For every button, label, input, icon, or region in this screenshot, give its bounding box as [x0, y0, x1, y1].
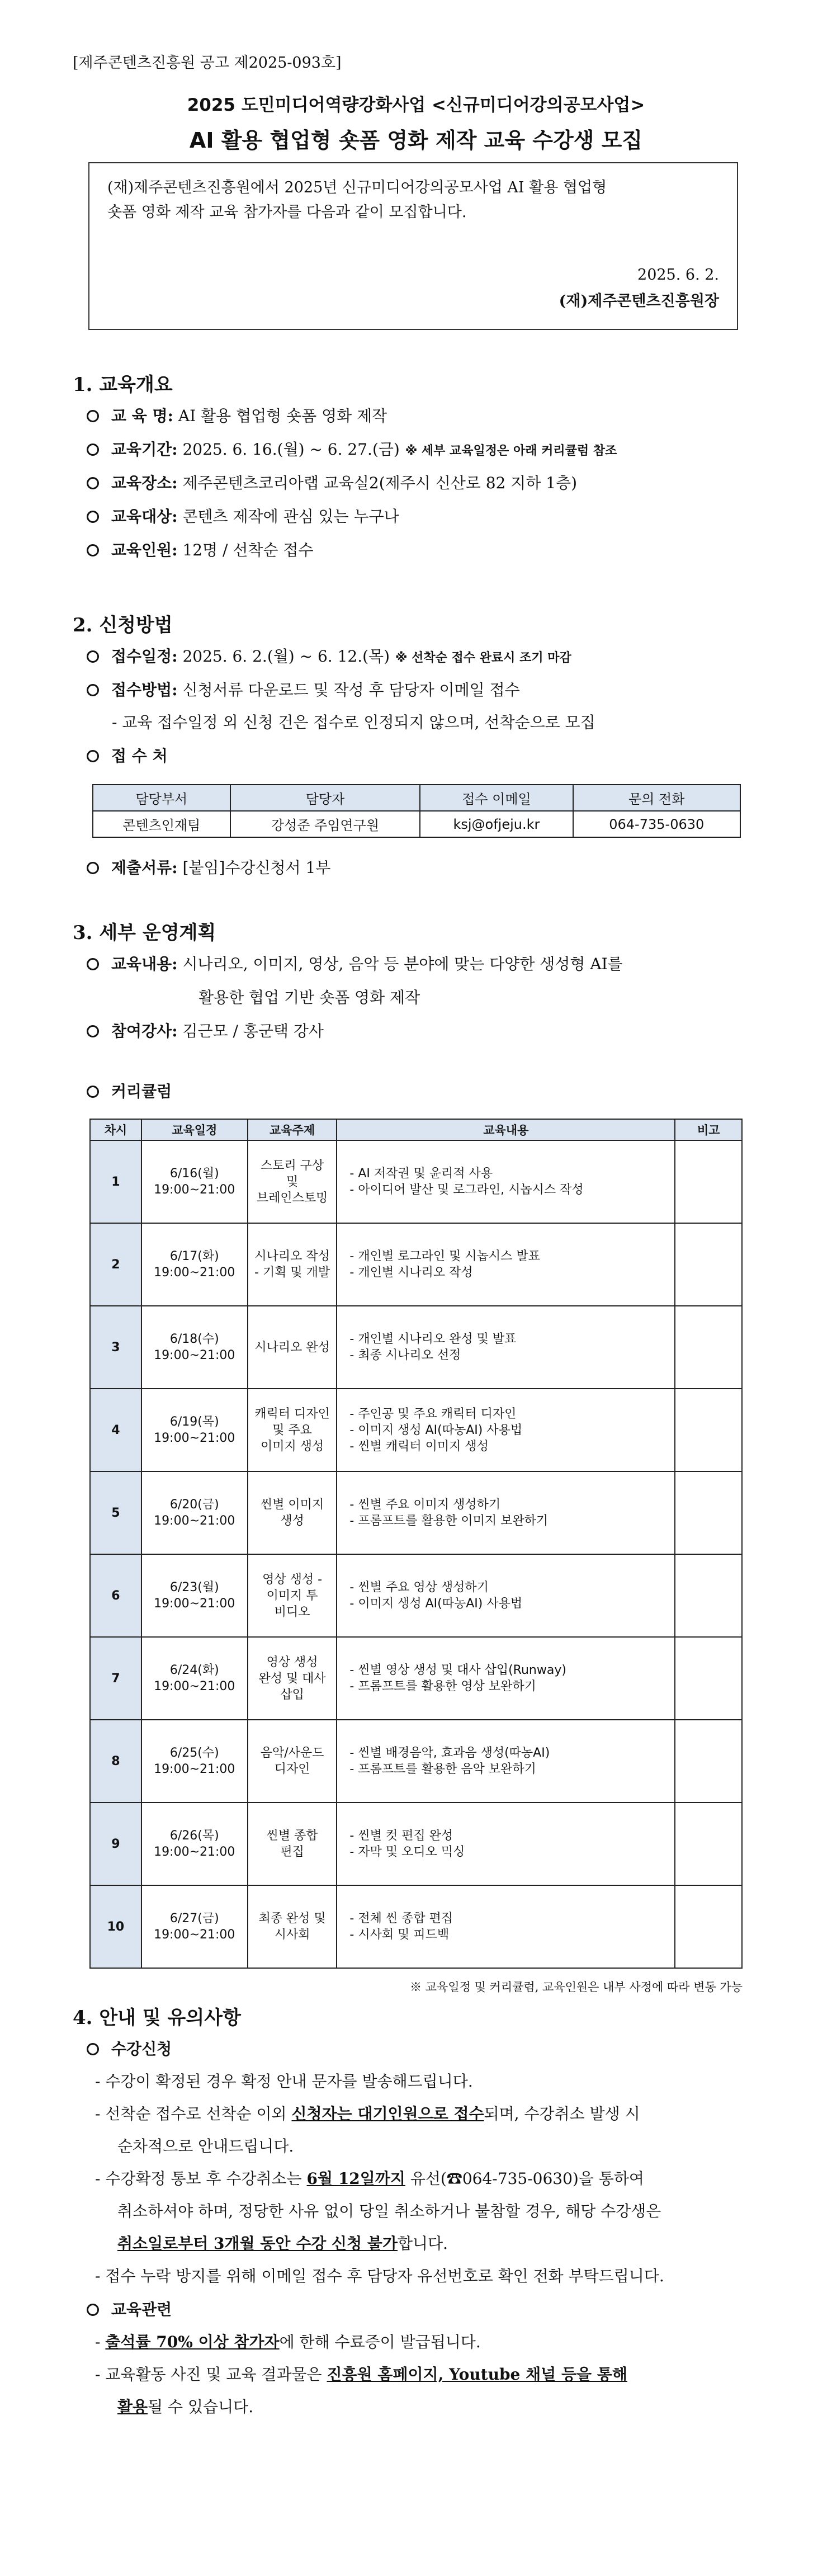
session-time: 19:00~21:00 — [154, 1928, 235, 1942]
circle-bullet-icon — [87, 1025, 99, 1037]
session-topic-line: - 기획 및 개발 — [254, 1266, 330, 1280]
contact-header-dept: 담당부서 — [93, 785, 230, 811]
session-topic-line: 씬별 종합 — [266, 1829, 318, 1843]
session-date: 6/17(화) — [169, 1249, 219, 1263]
session-schedule — [141, 1637, 248, 1720]
session-content — [337, 1223, 675, 1306]
notice-number: [제주콘텐츠진흥원 공고 제2025-093호] — [73, 54, 342, 72]
session-content-line: - 개인별 시나리오 완성 및 발표 — [349, 1332, 517, 1346]
session-topic-line: 비디오 — [274, 1605, 310, 1619]
session-number: 1 — [90, 1140, 141, 1223]
session-topic-line: 이미지 투 — [266, 1588, 318, 1603]
session-time: 19:00~21:00 — [154, 1514, 235, 1528]
curriculum-row — [90, 1471, 742, 1554]
contact-email[interactable]: ksj@ofjeju.kr — [420, 811, 573, 837]
session-content-line: - 씬별 주요 이미지 생성하기 — [349, 1498, 501, 1512]
circle-bullet-icon — [87, 511, 99, 523]
session-time: 19:00~21:00 — [154, 1679, 235, 1693]
apply-method-note: - 교육 접수일정 외 신청 건은 접수로 인정되지 않으며, 선착순으로 모집 — [112, 713, 595, 732]
session-number: 9 — [90, 1803, 141, 1885]
session-number: 6 — [90, 1554, 141, 1637]
apply-period: 접수일정: 2025. 6. 2.(월) ~ 6. 12.(목) ※ 선착순 접수 완료시 조기 마감 — [87, 644, 571, 667]
circle-bullet-icon — [87, 2043, 99, 2055]
session-note — [675, 1885, 742, 1968]
session-content — [337, 1554, 675, 1637]
contact-header-email: 접수 이메일 — [420, 785, 573, 811]
session-content-line: - 아이디어 발산 및 로그라인, 시놉시스 작성 — [349, 1183, 584, 1197]
circle-bullet-icon — [87, 750, 99, 762]
session-content-line: - 주인공 및 주요 캐릭터 디자인 — [349, 1407, 517, 1421]
curr-header-session: 차시 — [90, 1119, 141, 1140]
session-content-line: - 프롬프트를 활용한 이미지 보완하기 — [349, 1514, 549, 1528]
session-topic — [248, 1471, 337, 1554]
session-content — [337, 1140, 675, 1223]
session-schedule — [141, 1554, 248, 1637]
curriculum-row — [90, 1140, 742, 1223]
edu-content: 교육내용: 시나리오, 이미지, 영상, 음악 등 분야에 맞는 다양한 생성형 AI를 — [87, 952, 623, 974]
notice-title-line1: 2025 도민미디어역량강화사업 <신규미디어강의공모사업> — [187, 95, 645, 115]
session-date: 6/18(수) — [169, 1332, 219, 1346]
session-content — [337, 1637, 675, 1720]
contact-person: 강성준 주임연구원 — [230, 811, 420, 837]
session-topic-line: 시나리오 작성 — [254, 1249, 330, 1263]
session-number: 7 — [90, 1637, 141, 1720]
session-note — [675, 1554, 742, 1637]
session-time: 19:00~21:00 — [154, 1266, 235, 1280]
session-time: 19:00~21:00 — [154, 1348, 235, 1362]
session-content-line: - 프롬프트를 활용한 음악 보완하기 — [349, 1762, 536, 1776]
notice-title-line2: AI 활용 협업형 숏폼 영화 제작 교육 수강생 모집 — [189, 128, 643, 153]
session-number: 8 — [90, 1720, 141, 1803]
circle-bullet-icon — [87, 684, 99, 696]
section2-title: 2. 신청방법 — [73, 614, 173, 636]
session-time: 19:00~21:00 — [154, 1845, 235, 1859]
circle-bullet-icon — [87, 862, 99, 874]
circle-bullet-icon — [87, 410, 99, 422]
overview-item-capacity: 교육인원: 12명 / 선착순 접수 — [87, 538, 314, 560]
curriculum-footnote: ※ 교육일정 및 커리큘럼, 교육인원은 내부 사정에 따라 변동 가능 — [410, 1980, 743, 1994]
curr-header-content: 교육내용 — [337, 1119, 675, 1140]
session-number: 4 — [90, 1389, 141, 1471]
session-time: 19:00~21:00 — [154, 1597, 235, 1611]
session-topic-line: 영상 생성 — [266, 1655, 318, 1669]
session-content-line: - 개인별 로그라인 및 시놉시스 발표 — [349, 1249, 540, 1263]
session-date: 6/19(목) — [169, 1415, 219, 1429]
session-topic — [248, 1885, 337, 1968]
intro-line1: (재)제주콘텐츠진흥원에서 2025년 신규미디어강의공모사업 AI 활용 협업형 — [107, 179, 607, 196]
session-number: 5 — [90, 1471, 141, 1554]
session-date: 6/27(금) — [169, 1912, 219, 1926]
session-content-line: - 이미지 생성 AI(따농AI) 사용법 — [349, 1423, 523, 1437]
curriculum-row — [90, 1306, 742, 1389]
session-date: 6/20(금) — [169, 1498, 219, 1512]
session-time: 19:00~21:00 — [154, 1183, 235, 1197]
required-docs: 제출서류: [붙임]수강신청서 1부 — [87, 856, 330, 878]
curr-header-topic: 교육주제 — [248, 1119, 337, 1140]
session-date: 6/26(목) — [169, 1829, 219, 1843]
session-date: 6/25(수) — [169, 1746, 219, 1760]
session-topic-line: 및 주요 — [272, 1423, 312, 1437]
session-content-line: - 전체 씬 종합 편집 — [349, 1912, 453, 1926]
session-note — [675, 1140, 742, 1223]
session-topic-line: 영상 생성 - — [262, 1572, 323, 1587]
session-schedule — [141, 1389, 248, 1471]
overview-item-place: 교육장소: 제주콘텐츠코리아랩 교육실2(제주시 신산로 82 지하 1층) — [87, 471, 577, 493]
edu-content-line2: 활용한 협업 기반 숏폼 영화 제작 — [198, 988, 420, 1007]
session-content-line: - 씬별 배경음악, 효과음 생성(따농AI) — [349, 1746, 550, 1760]
notice-cancel-penalty: 취소일로부터 3개월 동안 수강 신청 불가합니다. — [117, 2234, 448, 2253]
session-date: 6/23(월) — [169, 1580, 219, 1594]
session-note — [675, 1637, 742, 1720]
session-date: 6/16(월) — [169, 1167, 219, 1181]
session-topic — [248, 1389, 337, 1471]
notice-confirm-call: - 접수 누락 방지를 위해 이메일 접수 후 담당자 유선번호로 확인 전화 부탁드립니다. — [95, 2267, 664, 2285]
session-content-line: - 씬별 주요 영상 생성하기 — [349, 1580, 489, 1594]
session-note — [675, 1471, 742, 1554]
session-topic-line: 디자인 — [274, 1762, 310, 1776]
session-time: 19:00~21:00 — [154, 1431, 235, 1445]
session-content-line: - 씬별 영상 생성 및 대사 삽입(Runway) — [349, 1663, 566, 1677]
notice-usage: - 교육활동 사진 및 교육 결과물은 진흥원 홈페이지, Youtube 채널 등을 통해 — [95, 2365, 627, 2384]
session-number: 3 — [90, 1306, 141, 1389]
session-schedule — [141, 1885, 248, 1968]
session-content-line: - 최종 시나리오 선정 — [349, 1348, 461, 1362]
contact-table — [92, 784, 741, 838]
curriculum-row — [90, 1803, 742, 1885]
session-note — [675, 1223, 742, 1306]
notice-certificate: - 출석률 70% 이상 참가자에 한해 수료증이 발급됩니다. — [95, 2333, 481, 2351]
session-topic — [248, 1803, 337, 1885]
session-topic-line: 및 — [286, 1174, 299, 1189]
curriculum-row — [90, 1720, 742, 1803]
session-schedule — [141, 1803, 248, 1885]
session-content — [337, 1885, 675, 1968]
contact-label: 접 수 처 — [87, 744, 168, 766]
session-content-line: - 개인별 시나리오 작성 — [349, 1266, 473, 1280]
session-date: 6/24(화) — [169, 1663, 219, 1677]
session-schedule — [141, 1140, 248, 1223]
session-topic — [248, 1637, 337, 1720]
session-topic-line: 시나리오 완성 — [254, 1340, 330, 1355]
session-topic-line: 시사회 — [274, 1928, 310, 1942]
session-content — [337, 1471, 675, 1554]
notice-waitlist: - 선착순 접수로 선착순 이외 신청자는 대기인원으로 접수되며, 수강취소 발생 시 — [95, 2105, 640, 2123]
contact-phone[interactable]: 064-735-0630 — [573, 811, 740, 837]
session-content-line: - 자막 및 오디오 믹싱 — [349, 1845, 465, 1859]
session-note — [675, 1389, 742, 1471]
session-topic — [248, 1223, 337, 1306]
session-topic-line: 최종 완성 및 — [258, 1912, 326, 1926]
session-schedule — [141, 1471, 248, 1554]
session-topic-line: 생성 — [280, 1514, 304, 1528]
overview-item-target: 교육대상: 콘텐츠 제작에 관심 있는 누구나 — [87, 504, 399, 527]
intro-line2: 숏폼 영화 제작 교육 참가자를 다음과 같이 모집합니다. — [107, 204, 467, 221]
session-number: 2 — [90, 1223, 141, 1306]
session-note — [675, 1306, 742, 1389]
session-content-line: - AI 저작권 및 윤리적 사용 — [349, 1167, 493, 1181]
circle-bullet-icon — [87, 1086, 99, 1098]
session-topic-line: 음악/사운드 — [260, 1746, 324, 1760]
curriculum-row — [90, 1885, 742, 1968]
session-content-line: - 씬별 컷 편집 완성 — [349, 1829, 453, 1843]
session-topic-line: 캐릭터 디자인 — [254, 1407, 330, 1421]
instructors: 참여강사: 김근모 / 홍군택 강사 — [87, 1019, 324, 1041]
circle-bullet-icon — [87, 444, 99, 456]
session-topic-line: 편집 — [280, 1845, 304, 1859]
session-topic — [248, 1306, 337, 1389]
notice-cancel: - 수강확정 통보 후 수강취소는 6월 12일까지 유선(☎064-735-0630)을 통하여 — [95, 2169, 644, 2188]
session-content — [337, 1720, 675, 1803]
session-note — [675, 1803, 742, 1885]
session-topic-line: 삽입 — [280, 1687, 304, 1702]
curr-header-note: 비고 — [675, 1119, 742, 1140]
session-content — [337, 1803, 675, 1885]
session-schedule — [141, 1720, 248, 1803]
session-topic-line: 씬별 이미지 — [260, 1498, 324, 1512]
session-content-line: - 이미지 생성 AI(따농AI) 사용법 — [349, 1597, 523, 1611]
curriculum-label: 커리큘럼 — [87, 1079, 172, 1102]
session-content-line: - 씬별 캐릭터 이미지 생성 — [349, 1439, 489, 1454]
section3-title: 3. 세부 운영계획 — [73, 922, 216, 944]
session-schedule — [141, 1223, 248, 1306]
notice-confirm-sms: - 수강이 확정된 경우 확정 안내 문자를 발송해드립니다. — [95, 2072, 473, 2091]
session-topic — [248, 1140, 337, 1223]
overview-item-name: 교 육 명: AI 활용 협업형 숏폼 영화 제작 — [87, 404, 387, 426]
session-topic-line: 완성 및 대사 — [258, 1671, 326, 1686]
curriculum-table — [89, 1119, 743, 1969]
overview-item-period: 교육기간: 2025. 6. 16.(월) ~ 6. 27.(금) ※ 세부 교육일정은 아래 커리큘럼 참조 — [87, 437, 617, 460]
contact-header-phone: 문의 전화 — [573, 785, 740, 811]
session-topic-line: 스토리 구상 — [260, 1158, 324, 1173]
circle-bullet-icon — [87, 958, 99, 970]
section4-title: 4. 안내 및 유의사항 — [73, 2007, 241, 2029]
curriculum-row — [90, 1554, 742, 1637]
circle-bullet-icon — [87, 650, 99, 663]
contact-header-person: 담당자 — [230, 785, 420, 811]
curriculum-row — [90, 1389, 742, 1471]
session-content — [337, 1306, 675, 1389]
notice-cancel-cont: 취소하셔야 하며, 정당한 사유 없이 당일 취소하거나 불참할 경우, 해당 수강생은 — [117, 2202, 661, 2220]
session-topic — [248, 1720, 337, 1803]
session-topic-line: 브레인스토밍 — [256, 1191, 328, 1205]
notice-usage-cont: 활용될 수 있습니다. — [117, 2398, 254, 2416]
session-content-line: - 프롬프트를 활용한 영상 보완하기 — [349, 1679, 536, 1693]
curr-header-schedule: 교육일정 — [141, 1119, 248, 1140]
education-heading: 교육관련 — [87, 2297, 172, 2320]
session-schedule — [141, 1306, 248, 1389]
session-time: 19:00~21:00 — [154, 1762, 235, 1776]
intro-box — [88, 162, 738, 330]
intro-date: 2025. 6. 2. — [637, 266, 719, 284]
circle-bullet-icon — [87, 477, 99, 489]
registration-heading: 수강신청 — [87, 2037, 172, 2059]
circle-bullet-icon — [87, 2304, 99, 2316]
session-note — [675, 1720, 742, 1803]
apply-method: 접수방법: 신청서류 다운로드 및 작성 후 담당자 이메일 접수 — [87, 678, 520, 700]
session-content-line: - 시사회 및 피드백 — [349, 1928, 450, 1942]
circle-bullet-icon — [87, 544, 99, 556]
period-note: ※ 세부 교육일정은 아래 커리큘럼 참조 — [405, 444, 617, 458]
notice-waitlist-cont: 순차적으로 안내드립니다. — [117, 2137, 294, 2155]
intro-signer: (재)제주콘텐츠진흥원장 — [559, 292, 719, 310]
session-content — [337, 1389, 675, 1471]
session-number: 10 — [90, 1885, 141, 1968]
session-topic-line: 이미지 생성 — [260, 1439, 324, 1454]
contact-dept: 콘텐츠인재팀 — [93, 811, 230, 837]
early-close-note: ※ 선착순 접수 완료시 조기 마감 — [395, 651, 571, 665]
session-topic — [248, 1554, 337, 1637]
section1-title: 1. 교육개요 — [73, 374, 173, 396]
curriculum-row — [90, 1637, 742, 1720]
curriculum-row — [90, 1223, 742, 1306]
